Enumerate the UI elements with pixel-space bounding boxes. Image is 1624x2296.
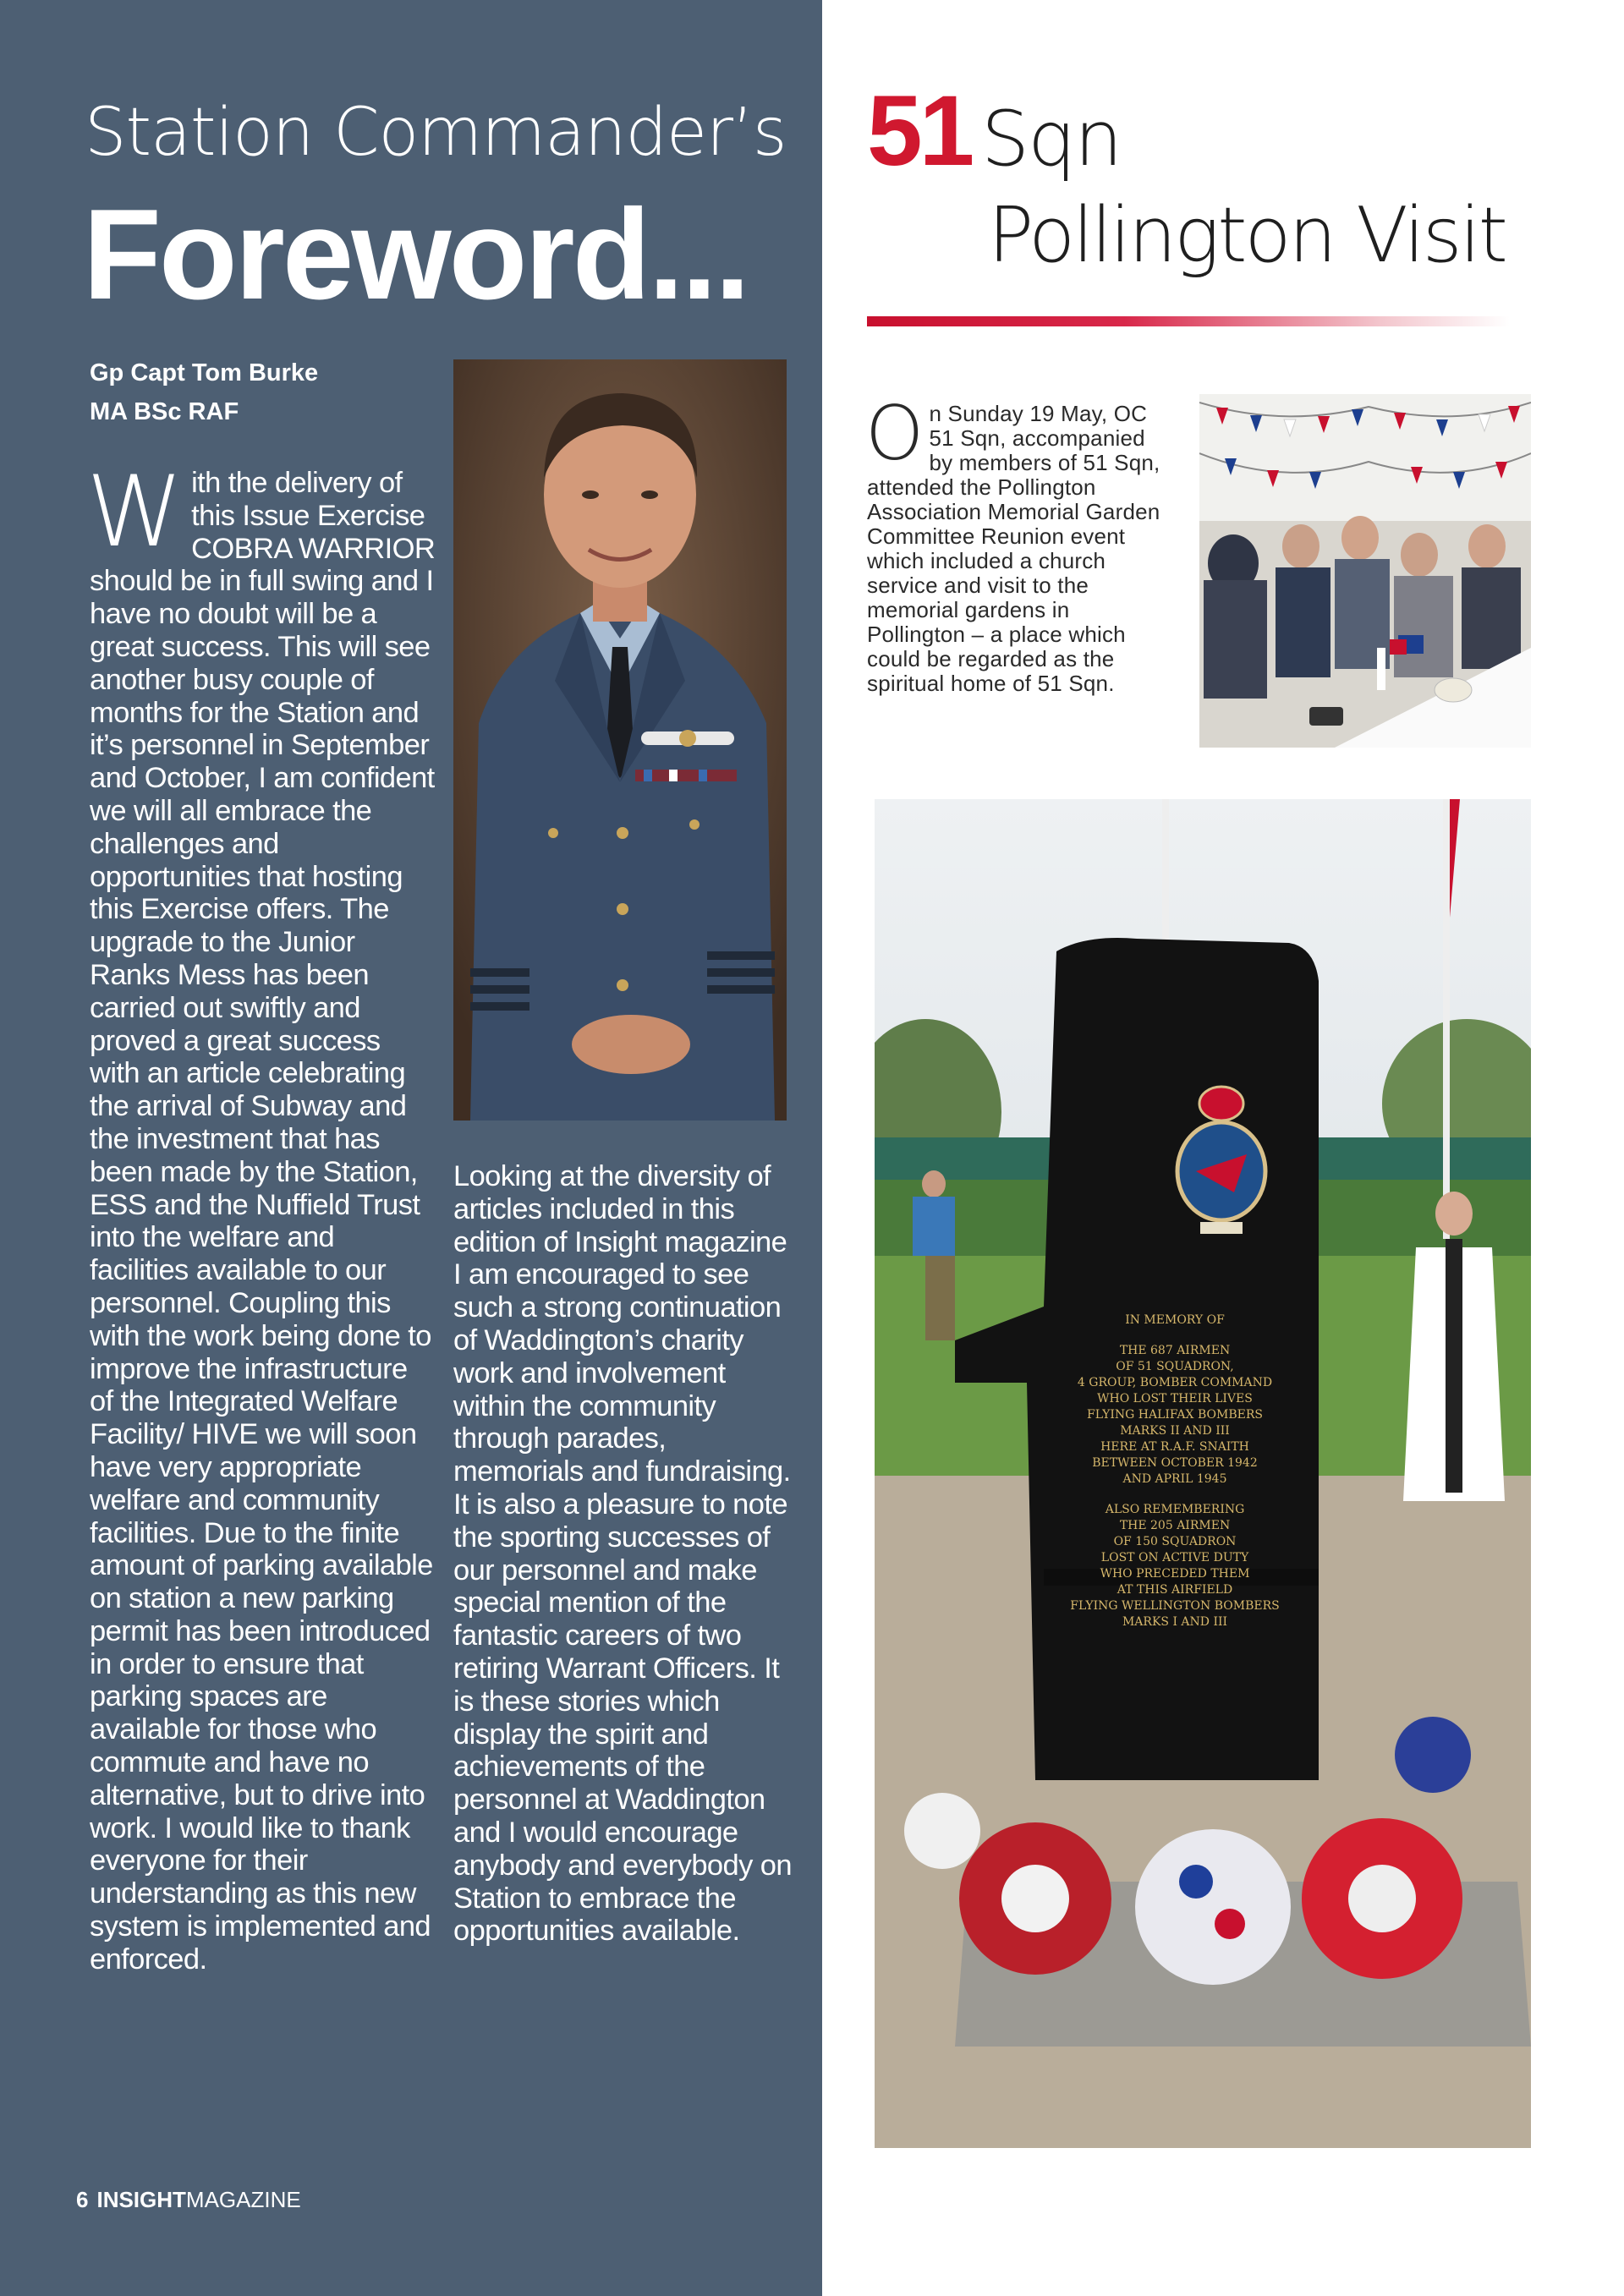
foreword-dropcap: W bbox=[86, 455, 184, 569]
author-qualifications: MA BSc RAF bbox=[90, 398, 239, 425]
author-name: Gp Capt Tom Burke bbox=[90, 359, 319, 386]
memorial-line: ALSO REMEMBERING bbox=[1105, 1503, 1245, 1516]
memorial-line: FLYING WELLINGTON BOMBERS bbox=[1070, 1599, 1280, 1613]
memorial-line: AT THIS AIRFIELD bbox=[1116, 1583, 1233, 1597]
memorial-line: BETWEEN OCTOBER 1942 bbox=[1092, 1456, 1258, 1470]
pollington-story bbox=[865, 390, 1171, 696]
story-dropcap: O bbox=[865, 390, 924, 477]
memorial-line: LOST ON ACTIVE DUTY bbox=[1100, 1551, 1249, 1564]
memorial-line: MARKS II AND III bbox=[1120, 1424, 1230, 1438]
memorial-line: AND APRIL 1945 bbox=[1122, 1472, 1227, 1486]
memorial-line: WHO PRECEDED THEM bbox=[1100, 1567, 1250, 1581]
memorial-line: MARKS I AND III bbox=[1122, 1615, 1228, 1629]
page-footer bbox=[76, 2187, 301, 2213]
foreword-title: Foreword... bbox=[83, 183, 749, 326]
headline-subtitle: Pollington Visit bbox=[988, 191, 1506, 280]
byline bbox=[90, 353, 445, 431]
memorial-line: FLYING HALIFAX BOMBERS bbox=[1087, 1408, 1263, 1422]
story-body: n Sunday 19 May, OC 51 Sqn, accompanied by members of 51 Sqn, attended the Pollington Association Memorial Garden Committee Reunion event which included a church service and visit to the memorial gardens in Pollington – a place which could be regarded as the spiritual home of 51 Sqn. bbox=[867, 401, 1160, 696]
memorial-line: OF 51 SQUADRON, bbox=[1116, 1360, 1234, 1373]
magazine-brand-light: MAGAZINE bbox=[185, 2187, 301, 2212]
page-number: 6 bbox=[76, 2187, 89, 2212]
foreword-title-light: Station Commander’s bbox=[85, 95, 787, 171]
headline-rule bbox=[867, 316, 1510, 326]
foreword-column-2: Looking at the diversity of articles included in this edition of Insight magazine I am encouraged to see such a strong continuation of Waddington’s charity work and involvement within the community through parades, memorials and fundraising. It is also a pleasure to note the sporting successes of our personnel and make special mention of the fantastic careers of two retiring Warrant Officers. It is these stories which display the spirit and achievements of the personnel at Waddington and I would encourage anybody and everybody on Station to embrace the opportunities available. bbox=[453, 1160, 792, 1948]
magazine-brand-bold: INSIGHT bbox=[96, 2187, 186, 2212]
memorial-line: IN MEMORY OF bbox=[1125, 1313, 1225, 1327]
memorial-line: THE 205 AIRMEN bbox=[1119, 1519, 1231, 1532]
memorial-line: THE 687 AIRMEN bbox=[1119, 1344, 1231, 1357]
memorial-line: HERE AT R.A.F. SNAITH bbox=[1100, 1440, 1249, 1454]
reunion-photo bbox=[1199, 394, 1531, 748]
memorial-line: 4 GROUP, BOMBER COMMAND bbox=[1077, 1376, 1273, 1389]
memorial-line: WHO LOST THEIR LIVES bbox=[1097, 1392, 1253, 1406]
memorial-photo bbox=[875, 799, 1531, 2148]
headline-sqn: Sqn bbox=[981, 95, 1122, 184]
headline-squadron-number: 51 bbox=[867, 75, 972, 187]
portrait-photo bbox=[453, 359, 787, 1121]
foreword-body-1: ith the delivery of this Issue Exercise COBRA WARRIOR should be in full swing and I have no doubt will be a great success. This will see another busy couple of months for the Station and it’s personnel in September and October, I am confident we will all embrace the challenges and opportunities that hosting this Exercise offers. The upgrade to the Junior Ranks Mess has been carried out swiftly and proved a great success with an article celebrating the arrival of Subway and the investment that has been made by the Station, ESS and the Nuffield Trust into the welfare and facilities available to our personnel. Coupling this with the work being done to improve the infrastructure of the Integrated Welfare Facility/ HIVE we will soon have very appropriate welfare and community facilities. Due to the finite amount of parking available on station a new parking permit has been introduced in order to ensure that parking spaces are available for those who commute and have no alternative, but to drive into work. I would like to thank everyone for their understanding as this new system is implemented and enforced. bbox=[90, 467, 436, 1975]
foreword-column-1 bbox=[86, 455, 436, 1976]
memorial-line: OF 150 SQUADRON bbox=[1113, 1535, 1237, 1548]
